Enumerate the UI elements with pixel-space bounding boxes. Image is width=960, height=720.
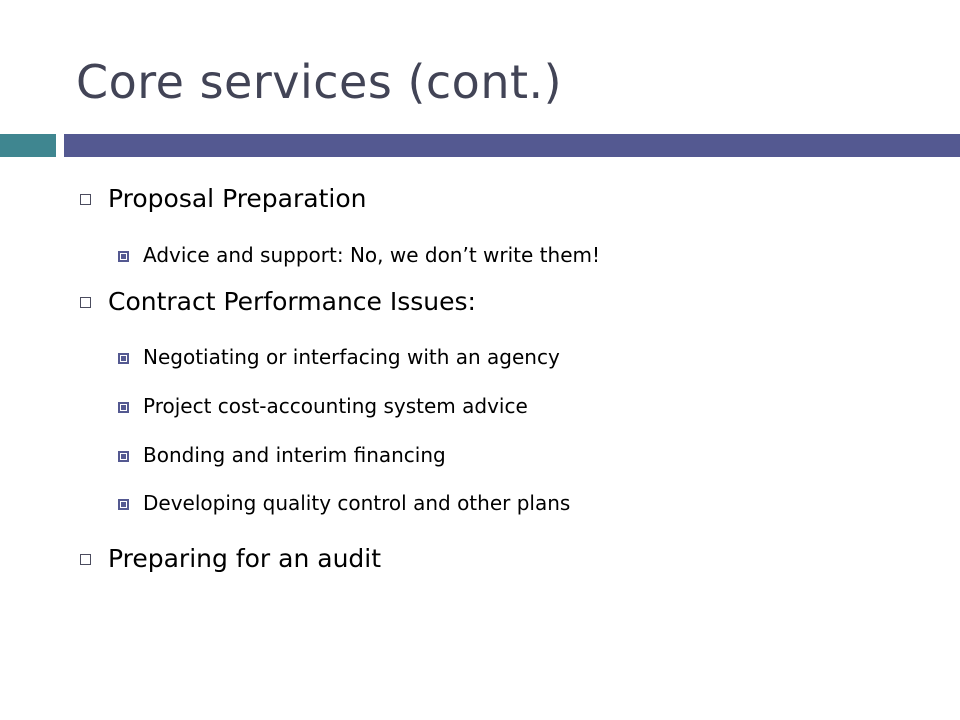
bullet-item-level1	[80, 544, 880, 574]
bullet-text: Contract Performance Issues:	[108, 287, 476, 316]
bullet-item-level2	[118, 491, 898, 515]
filled-square-bullet-icon	[118, 353, 129, 364]
hollow-square-bullet-icon	[80, 297, 91, 308]
bullet-text: Proposal Preparation	[108, 184, 367, 213]
bullet-item-level2	[118, 345, 898, 369]
bullet-text: Project cost-accounting system advice	[143, 394, 528, 418]
bullet-item-level2	[118, 443, 898, 467]
filled-square-bullet-icon	[118, 251, 129, 262]
bullet-item-level1	[80, 184, 880, 214]
bullet-text: Preparing for an audit	[108, 544, 382, 573]
bullet-item-level1	[80, 287, 880, 317]
bullet-text: Developing quality control and other plans	[143, 491, 571, 515]
slide-title: Core services (cont.)	[76, 55, 563, 109]
filled-square-bullet-icon	[118, 499, 129, 510]
bullet-item-level2	[118, 243, 898, 267]
bullet-text: Bonding and interim financing	[143, 443, 446, 467]
filled-square-bullet-icon	[118, 451, 129, 462]
filled-square-bullet-icon	[118, 402, 129, 413]
hollow-square-bullet-icon	[80, 554, 91, 565]
bullet-item-level2	[118, 394, 898, 418]
bullet-text: Negotiating or interfacing with an agency	[143, 345, 560, 369]
bullet-text: Advice and support: No, we don’t write them!	[143, 243, 601, 267]
hollow-square-bullet-icon	[80, 194, 91, 205]
